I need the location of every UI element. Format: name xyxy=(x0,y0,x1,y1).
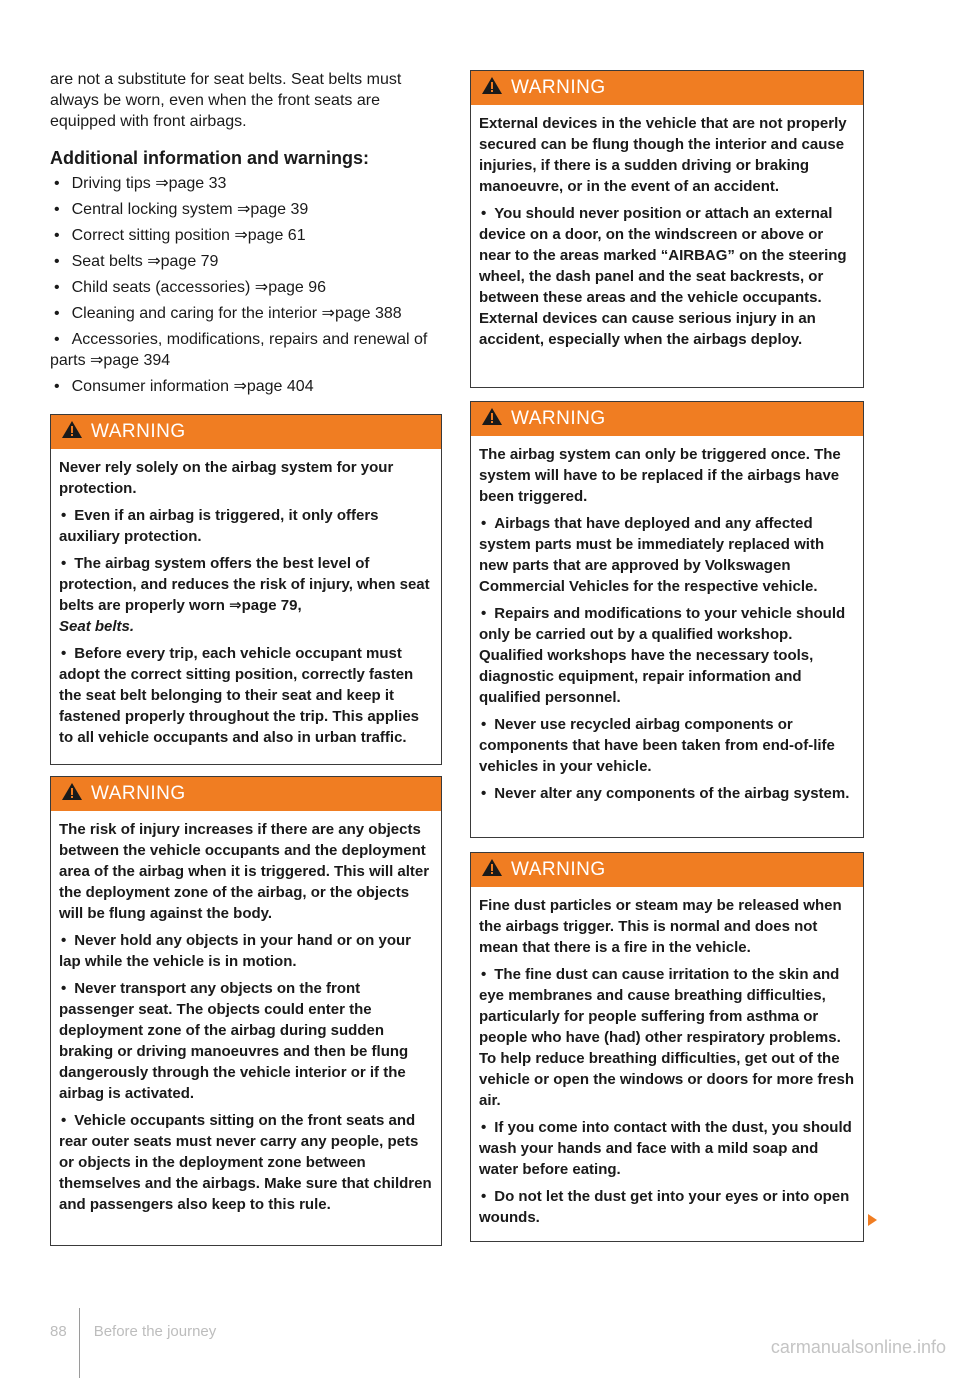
warning-bullet xyxy=(59,553,433,616)
seat-belts-emphasis: Seat belts. xyxy=(59,618,135,635)
page-footer xyxy=(50,1296,216,1366)
warning-triangle-icon xyxy=(481,858,503,883)
warning-bullet: • Before every trip, each vehicle occupant must adopt the correct sitting position, correctly fasten the seat belt belonging to their seat and keep it fastened properly throughout the trip. This applies to all vehicle occupants and also in urban traffic. xyxy=(59,643,433,748)
warning-bullet: • Airbags that have deployed and any affected system parts must be immediately replaced with new parts that are approved by Volkswagen Commercial Vehicles for the respective vehicle. xyxy=(479,513,855,597)
warning-body xyxy=(51,811,441,1227)
warning-lead: The airbag system can only be triggered once. The system will have to be replaced if the airbags have been triggered. xyxy=(479,446,841,505)
list-item: • Accessories, modifications, repairs and renewal of parts ⇒page 394 xyxy=(50,329,442,371)
watermark: carmanualsonline.info xyxy=(770,1337,946,1357)
warning-bullet: • Never transport any objects on the front passenger seat. The objects could enter the deployment zone of the airbag during sudden braking or driving manoeuvres and then be flung dangerously through the vehicle interior or if the airbag is activated. xyxy=(59,978,433,1104)
list-item: • Seat belts ⇒page 79 xyxy=(50,251,442,272)
warning-bullet: • Never alter any components of the airbag system. xyxy=(479,783,855,804)
section-title: Before the journey xyxy=(93,1322,217,1340)
warning-header xyxy=(51,415,441,449)
list-item: • Driving tips ⇒page 33 xyxy=(50,173,442,194)
warning-bullet: • Never hold any objects in your hand or on your lap while the vehicle is in motion. xyxy=(59,930,433,972)
warning-box-external-devices xyxy=(470,70,864,388)
additional-info-heading: Additional information and warnings: xyxy=(50,148,369,168)
warning-header xyxy=(471,71,863,105)
warning-bullet: • You should never position or attach an external device on a door, on the windscreen or above or near to the areas marked “AIRBAG” on the steering wheel, the dash panel and the seat backrests, or between these areas and the vehicle occupants. External devices can cause serious injury in an accident, especially when the airbags deploy. xyxy=(479,203,855,350)
footer-divider xyxy=(79,1308,80,1378)
warning-box-objects xyxy=(50,776,442,1246)
list-item: • Child seats (accessories) ⇒page 96 xyxy=(50,277,442,298)
warning-bullet: • The fine dust can cause irritation to the skin and eye membranes and cause breathing difficulties, particularly for people suffering from asthma or people who have (had) other respiratory problems. To help reduce breathing difficulties, get out of the vehicle or open the windows or doors for more fresh air. xyxy=(479,964,855,1111)
warning-bullet: • Do not let the dust get into your eyes or into open wounds. xyxy=(479,1186,855,1228)
continue-arrow-icon xyxy=(868,1214,877,1226)
page-number: 88 xyxy=(50,1322,67,1340)
warning-box-fine-dust xyxy=(470,852,864,1242)
warning-body xyxy=(471,436,863,816)
warning-box-airbag-protection xyxy=(50,414,442,765)
warning-box-airbag-replacement xyxy=(470,401,864,838)
warning-body xyxy=(471,887,863,1240)
warning-title: WARNING xyxy=(91,421,186,442)
warning-bullet: • Even if an airbag is triggered, it only offers auxiliary protection. xyxy=(59,505,433,547)
warning-lead: Never rely solely on the airbag system for your protection. xyxy=(59,459,394,497)
warning-body xyxy=(51,449,441,760)
warning-title: WARNING xyxy=(91,783,186,804)
warning-triangle-icon xyxy=(61,420,83,445)
warning-bullet-text: The airbag system offers the best level of protection, and reduces the risk of injury, when seat belts are properly worn ⇒page 79, xyxy=(59,555,430,614)
warning-lead: Fine dust particles or steam may be released when the airbags trigger. This is normal and does not mean that there is a fire in the vehicle. xyxy=(479,897,842,956)
warning-triangle-icon xyxy=(481,407,503,432)
warning-triangle-icon xyxy=(61,782,83,807)
list-item: • Cleaning and caring for the interior ⇒page 388 xyxy=(50,303,442,324)
warning-body xyxy=(471,105,863,362)
info-list xyxy=(50,173,442,402)
list-item: • Correct sitting position ⇒page 61 xyxy=(50,225,442,246)
warning-bullet: • Vehicle occupants sitting on the front seats and rear outer seats must never carry any people, pets or objects in the deployment zone between themselves and the airbags. Make sure that children and passengers also keep to this rule. xyxy=(59,1110,433,1215)
warning-emphasis xyxy=(59,616,433,637)
warning-triangle-icon xyxy=(481,76,503,101)
list-item: • Central locking system ⇒page 39 xyxy=(50,199,442,220)
warning-lead: The risk of injury increases if there are any objects between the vehicle occupants and the deployment area of the airbag when it is triggered. This will alter the deployment zone of the airbag, or the objects will be flung against the body. xyxy=(59,821,430,922)
warning-title: WARNING xyxy=(511,77,606,98)
warning-header xyxy=(471,402,863,436)
list-item: • Consumer information ⇒page 404 xyxy=(50,376,442,397)
warning-bullet: • If you come into contact with the dust, you should wash your hands and face with a mild soap and water before eating. xyxy=(479,1117,855,1180)
warning-header xyxy=(51,777,441,811)
warning-bullet: • Repairs and modifications to your vehicle should only be carried out by a qualified workshop. Qualified workshops have the necessary tools, diagnostic equipment, repair information and qualified personnel. xyxy=(479,603,855,708)
warning-lead: External devices in the vehicle that are not properly secured can be flung though the interior and cause injuries, if there is a sudden driving or braking manoeuvre, or in the event of an accident. xyxy=(479,115,847,195)
warning-title: WARNING xyxy=(511,408,606,429)
warning-bullet: • Never use recycled airbag components or components that have been taken from end-of-life vehicles in your vehicle. xyxy=(479,714,855,777)
warning-header xyxy=(471,853,863,887)
intro-text: are not a substitute for seat belts. Seat belts must always be worn, even when the front seats are equipped with front airbags. xyxy=(50,71,402,130)
warning-title: WARNING xyxy=(511,859,606,880)
